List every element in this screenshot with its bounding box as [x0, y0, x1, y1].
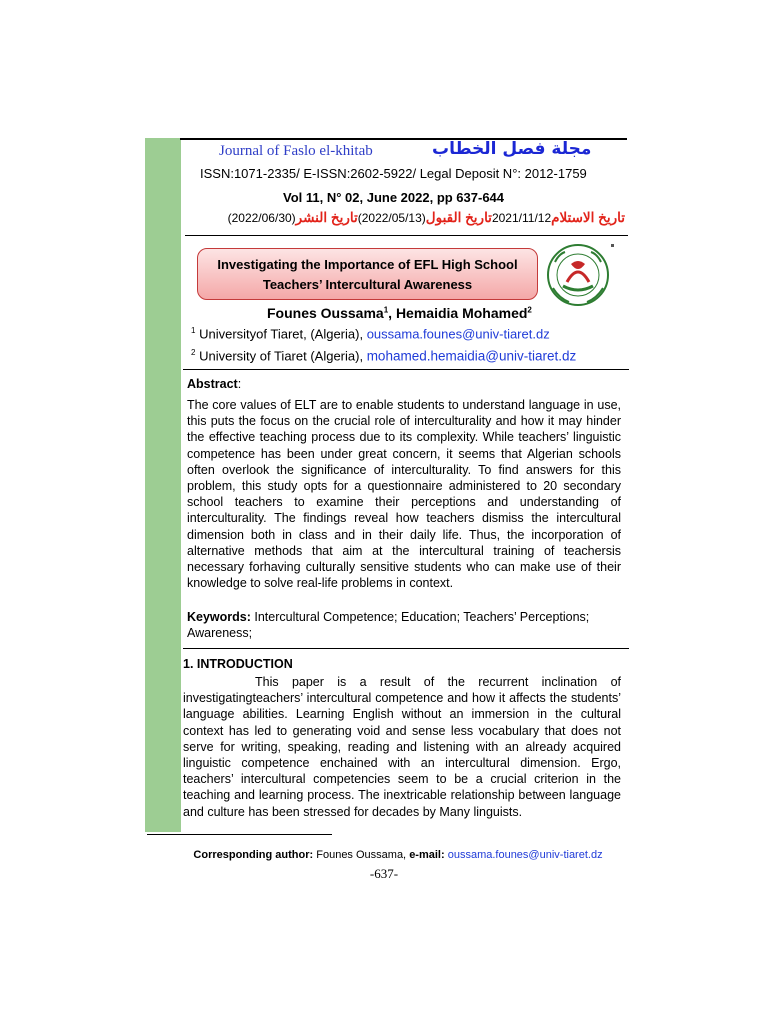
abstract-heading-text: Abstract: [187, 377, 238, 391]
page-number: -637-: [369, 866, 399, 881]
corresponding-author-footnote: [0, 849, 768, 861]
affiliation-1-sup: 1: [191, 326, 196, 335]
article-title-line2: Teachers’ Intercultural Awareness: [262, 277, 473, 292]
email-label: e-mail:: [409, 849, 445, 861]
introduction-heading: 1. INTRODUCTION: [183, 657, 293, 671]
introduction-body: This paper is a result of the recurrent inclination of investigatingteachers’ intercultural competence and how it affects the students’ language abilities. Learning English without an immersion in the cultural context has led to generating void and sense less vocabulary that does not serve for writing, speaking, reading and listening with an already acquired linguistic competence enchained with an intercultural dimension. Ergo, teachers’ intercultural competencies seem to be a crucial criterion in the teaching and learning process. The inextricable relationship between language and culture has been stressed for decades by Many linguists.: [183, 675, 621, 819]
author-separator: ,: [388, 305, 396, 321]
article-title-line1: Investigating the Importance of EFL High School: [217, 257, 518, 272]
journal-logo-icon: [541, 242, 619, 308]
margin-color-bar: [145, 138, 181, 832]
keywords: [187, 609, 621, 641]
author-1-sup: 1: [383, 305, 389, 315]
corr-label: Corresponding author:: [193, 849, 314, 861]
keywords-list: Intercultural Competence; Education; Teachers’ Perceptions; Awareness;: [187, 610, 590, 641]
header-divider: [185, 235, 628, 236]
author-names: [267, 305, 532, 321]
author-1: Founes Oussama: [267, 305, 384, 321]
affiliation-2: [191, 348, 576, 363]
affiliation-2-email-link[interactable]: mohamed.hemaidia@univ-tiaret.dz: [366, 348, 577, 364]
published-value: (2022/06/30): [227, 211, 296, 225]
journal-name-english: Journal of Faslo el-khitab: [219, 143, 373, 159]
keywords-label: Keywords:: [187, 610, 251, 624]
journal-name-arabic: مجلة فصل الخطاب: [432, 139, 592, 159]
received-value: 2021/11/12: [491, 211, 552, 225]
abstract-body: The core values of ELT are to enable students to understand language in use, this puts the focus on the crucial role of interculturality and how it may hinder the effective teaching process due to its complexity. While teachers’ linguistic competence has been under great concern, it seems that Algerian schools often overlook the significance of interculturality. To find answers for this problem, this study opts for a questionnaire administered to 20 secondary school teachers to examine their perceptions and understanding of interculturality. The findings reveal how teachers dismiss the intercultural dimension both in class and in their daily life. Thus, the incorporation of alternative methods that aim at the intercultural training of teachersis necessary forhaving culturally sensitive students who can make use of their knowledge to solve real-life problems in context.: [187, 398, 621, 591]
affiliation-divider: [183, 369, 629, 370]
published-label: تاريخ النشر: [295, 210, 358, 225]
abstract-divider: [183, 648, 629, 649]
corr-email-link[interactable]: oussama.founes@univ-tiaret.dz: [444, 849, 603, 861]
corr-name: Founes Oussama,: [313, 849, 410, 861]
accepted-value: (2022/05/13): [357, 211, 426, 225]
abstract-heading: [187, 377, 241, 391]
publication-dates: [190, 210, 625, 232]
accepted-label: تاريخ القبول: [425, 210, 492, 225]
affiliation-2-text: University of Tiaret (Algeria),: [199, 348, 367, 364]
issn-line: ISSN:1071-2335/ E-ISSN:2602-5922/ Legal Deposit N°: 2012-1759: [200, 166, 587, 181]
author-2: Hemaidia Mohamed: [395, 305, 528, 321]
article-title-box: [197, 248, 538, 300]
received-label: تاريخ الاستلام: [551, 210, 625, 225]
affiliation-1-email-link[interactable]: oussama.founes@univ-tiaret.dz: [366, 326, 550, 342]
affiliation-1: [191, 326, 550, 341]
abstract-heading-colon: :: [237, 377, 242, 391]
author-2-sup: 2: [527, 305, 532, 315]
volume-line: Vol 11, N° 02, June 2022, pp 637-644: [283, 190, 505, 205]
footnote-rule: [147, 834, 332, 835]
affiliation-1-text: Universityof Tiaret, (Algeria),: [199, 326, 367, 342]
affiliation-2-sup: 2: [191, 348, 196, 357]
